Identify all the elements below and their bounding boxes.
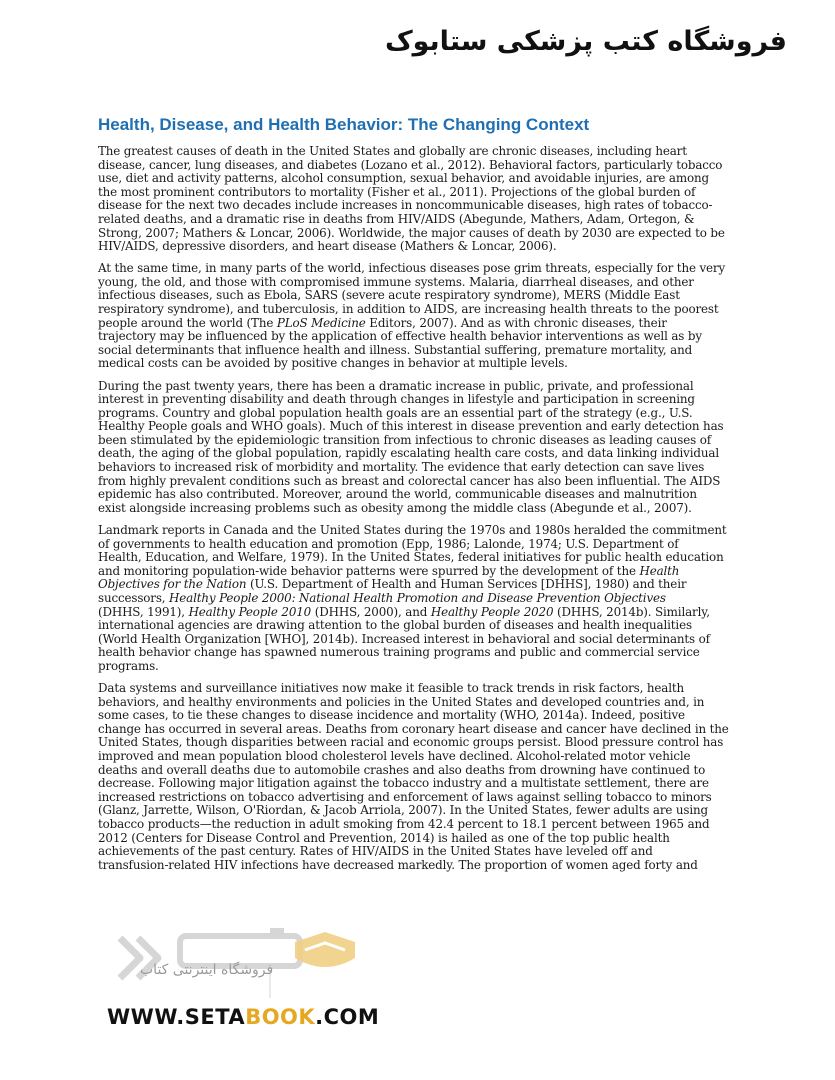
text-line: disease, cancer, lung diseases, and diabetes (Lozano et al., 2012). Behavioral factors, particularly tobacco [98, 157, 723, 172]
text-line: The greatest causes of death in the United States and globally are chronic diseases, including heart [98, 144, 687, 158]
text-line: the most prominent contributors to mortality (Fisher et al., 2011). Projections of the global burden of [98, 184, 696, 199]
text-line: programs. [98, 658, 159, 673]
text-line: people around the world (The PLoS Medicine Editors, 2007). And as with chronic diseases, their [98, 315, 667, 330]
text-line: use, diet and activity patterns, alcohol consumption, sexual behavior, and avoidable injuries, are among [98, 171, 709, 186]
text-line: improved and mean population blood cholesterol levels have declined. Alcohol-related motor vehicle [98, 748, 691, 763]
footer-prefix: WWW.SETA [107, 1005, 246, 1029]
text-line: young, the old, and those with compromised immune systems. Malaria, diarrheal diseases, and other [98, 274, 694, 289]
text-line: medical costs can be avoided by positive changes in behavior at multiple levels. [98, 356, 568, 371]
text-line: trajectory may be influenced by the application of effective health behavior interventions as well as by [98, 329, 702, 344]
text-line: change has occurred in several areas. Deaths from coronary heart disease and cancer have declined in the [98, 721, 729, 736]
text-line: achievements of the past century. Rates of HIV/AIDS in the United States have leveled off and [98, 844, 653, 859]
text-line: behaviors, and healthy environments and policies in the United States and developed countries and, in [98, 694, 705, 709]
text-line: exist alongside increasing problems such as obesity among the middle class (Abegunde et al., 2007). [98, 500, 692, 515]
footer-accent: BOOK [245, 1005, 316, 1029]
website-footer[interactable] [107, 1005, 379, 1029]
text-line: Objectives for the Nation (U.S. Department of Health and Human Services [DHHS], 1980) and their [98, 577, 687, 592]
text-line: disease for the next two decades include increases in noncommunicable diseases, high rates of tobacco- [98, 198, 713, 213]
text-line: At the same time, in many parts of the world, infectious diseases pose grim threats, especially for the very [98, 261, 726, 276]
text-line: epidemic has also contributed. Moreover, around the world, communicable diseases and malnutrition [98, 487, 697, 502]
text-line: some cases, to tie these changes to disease incidence and mortality (WHO, 2014a). Indeed, positive [98, 708, 685, 723]
footer-suffix: .COM [315, 1005, 380, 1029]
body-paragraph [98, 262, 734, 371]
store-banner: فروشگاه کتب پزشکی ستابوک [384, 26, 787, 57]
body-text [98, 145, 734, 881]
section-heading: Health, Disease, and Health Behavior: The Changing Context [98, 115, 590, 134]
text-line: international agencies are drawing attention to the global burden of diseases and health inequalities [98, 618, 692, 633]
body-paragraph [98, 145, 734, 254]
text-line: (World Health Organization [WHO], 2014b). Increased interest in behavioral and social determinants of [98, 631, 710, 646]
text-line: related deaths, and a dramatic rise in deaths from HIV/AIDS (Abegunde, Mathers, Adam, Ortegon, & [98, 211, 695, 226]
text-line: social determinants that influence health and illness. Substantial suffering, premature mortality, and [98, 342, 693, 357]
text-line: (Glanz, Jarrette, Wilson, O'Riordan, & Jacob Arriola, 2007). In the United States, fewer adults are using [98, 803, 708, 818]
body-paragraph [98, 380, 734, 516]
text-line: Health, Education, and Welfare, 1979). In the United States, federal initiatives for public health education [98, 550, 724, 565]
body-paragraph [98, 524, 734, 674]
body-paragraph [98, 682, 734, 872]
text-line: infectious diseases, such as Ebola, SARS (severe acute respiratory syndrome), MERS (Middle East [98, 288, 680, 303]
text-line: successors, Healthy People 2000: National Health Promotion and Disease Prevention Objectives [98, 590, 666, 605]
text-line: deaths and overall deaths due to automobile crashes and also deaths from drowning have continued to [98, 762, 706, 777]
text-line: HIV/AIDS, depressive disorders, and heart disease (Mathers & Loncar, 2006). [98, 239, 557, 254]
text-line: decrease. Following major litigation against the tobacco industry and a multistate settlement, there are [98, 776, 709, 791]
text-line: Landmark reports in Canada and the United States during the 1970s and 1980s heralded the commitment [98, 522, 727, 537]
text-line: transfusion-related HIV infections have decreased markedly. The proportion of women aged forty and [98, 857, 698, 872]
text-line: been stimulated by the epidemiologic transition from infectious to chronic diseases as leading causes of [98, 432, 711, 447]
text-line: Healthy People goals and WHO goals). Much of this interest in disease prevention and early detection has [98, 419, 724, 434]
text-line: (DHHS, 1991), Healthy People 2010 (DHHS, 2000), and Healthy People 2020 (DHHS, 2014b). Similarly, [98, 604, 710, 619]
text-line: of governments to health education and promotion (Epp, 1986; Lalonde, 1974; U.S. Department of [98, 536, 679, 551]
text-line: tobacco products—the reduction in adult smoking from 42.4 percent to 18.1 percent between 1965 and [98, 816, 710, 831]
text-line: respiratory syndrome), and tuberculosis, in addition to AIDS, are increasing health threats to the poorest [98, 302, 719, 317]
text-line: programs. Country and global population health goals are an essential part of the strategy (e.g., U.S. [98, 405, 693, 420]
text-line: During the past twenty years, there has been a dramatic increase in public, private, and professional [98, 378, 694, 393]
text-line: interest in preventing disability and death through changes in lifestyle and participation in screening [98, 392, 695, 407]
text-line: and monitoring population-wide behavior patterns were spurred by the development of the Health [98, 563, 680, 578]
text-line: Strong, 2007; Mathers & Loncar, 2006). Worldwide, the major causes of death by 2030 are expected to be [98, 225, 725, 240]
text-line: behaviors to increased risk of morbidity and mortality. The evidence that early detection can save lives [98, 460, 705, 475]
text-line: 2012 (Centers for Disease Control and Prevention, 2014) is hailed as one of the top public health [98, 830, 670, 845]
text-line: from highly prevalent conditions such as breast and colorectal cancer has also been influential. The AIDS [98, 473, 721, 488]
text-line: Data systems and surveillance initiatives now make it feasible to track trends in risk factors, health [98, 680, 685, 695]
setabook-watermark [100, 928, 400, 1008]
watermark-text: فروشگاه اینترنتی کتاب [140, 962, 274, 978]
text-line: United States, though disparities between racial and economic groups persist. Blood pressure control has [98, 735, 724, 750]
text-line: health behavior change has spawned numerous training programs and public and commercial service [98, 645, 700, 660]
text-line: death, the aging of the global population, rapidly escalating health care costs, and data linking individual [98, 446, 719, 461]
text-line: increased restrictions on tobacco advertising and enforcement of laws against selling tobacco to minors [98, 789, 712, 804]
